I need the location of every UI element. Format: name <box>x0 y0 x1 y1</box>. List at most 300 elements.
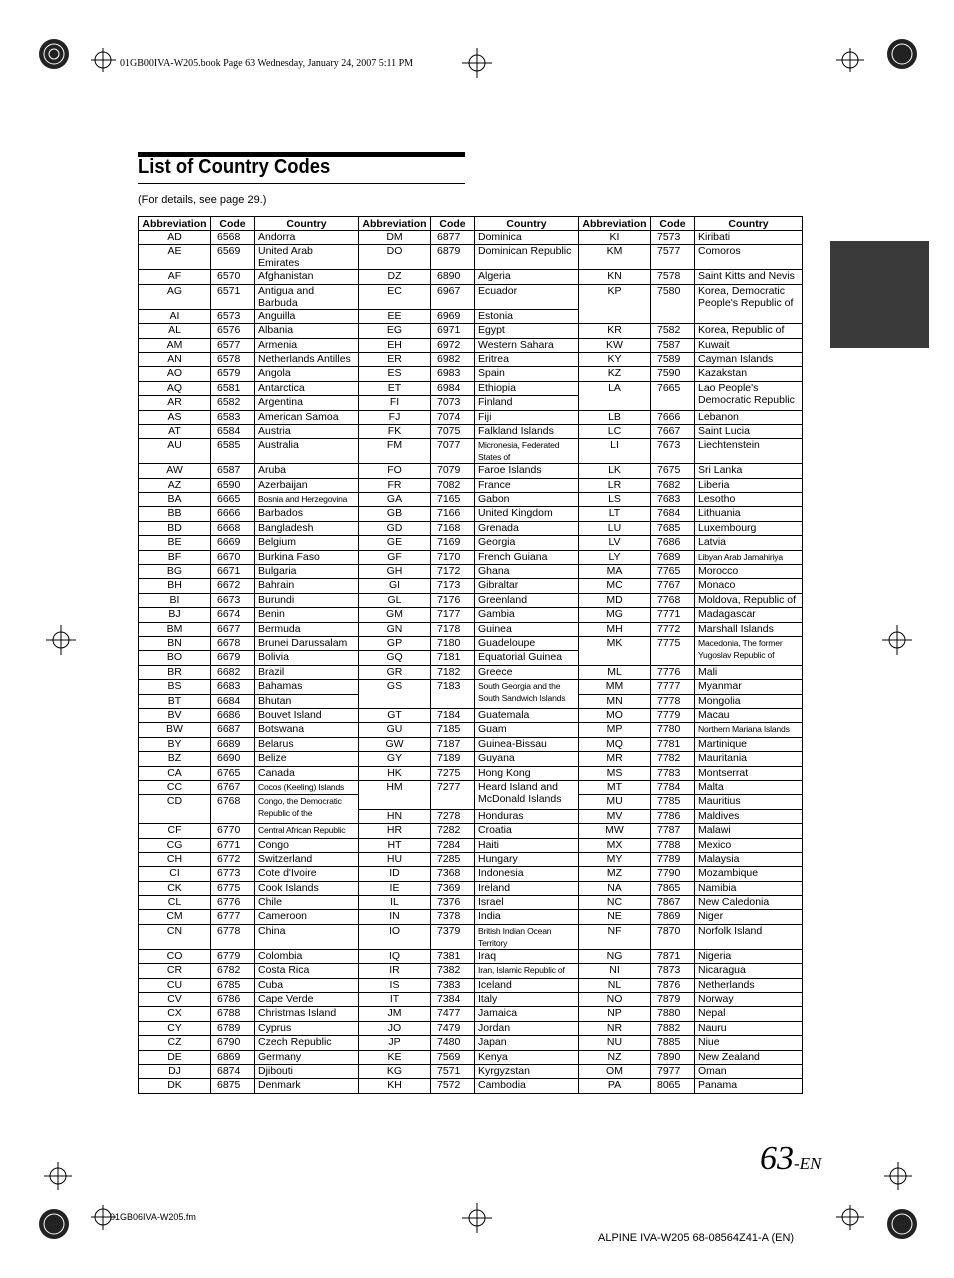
registration-mark-top-center <box>462 48 492 78</box>
abbreviation-cell: CR <box>139 964 211 978</box>
code-cell: 6877 <box>431 231 475 245</box>
code-cell: 7865 <box>651 881 695 895</box>
header-code: Code <box>431 217 475 231</box>
registration-mark-bottom-left <box>36 1160 116 1240</box>
abbreviation-cell: MQ <box>579 737 651 751</box>
abbreviation-cell: NL <box>579 978 651 992</box>
code-cell: 7075 <box>431 424 475 438</box>
footer-model-code: ALPINE IVA-W205 68-08564Z41-A (EN) <box>598 1232 795 1244</box>
code-cell: 6874 <box>211 1064 255 1078</box>
code-cell: 7772 <box>651 622 695 636</box>
abbreviation-cell: BM <box>139 622 211 636</box>
country-cell: Argentina <box>255 396 359 410</box>
abbreviation-cell: LY <box>579 550 651 564</box>
abbreviation-cell: KM <box>579 245 651 270</box>
abbreviation-cell: IE <box>359 881 431 895</box>
code-cell: 6984 <box>431 381 475 395</box>
abbreviation-cell: AT <box>139 424 211 438</box>
code-cell: 7667 <box>651 424 695 438</box>
code-cell: 7867 <box>651 896 695 910</box>
abbreviation-cell: HT <box>359 838 431 852</box>
code-cell: 6576 <box>211 324 255 338</box>
code-cell: 6782 <box>211 964 255 978</box>
code-cell: 7369 <box>431 881 475 895</box>
country-cell: Bangladesh <box>255 521 359 535</box>
country-cell: Aruba <box>255 464 359 478</box>
header-abbreviation: Abbreviation <box>139 217 211 231</box>
country-cell: Central African Republic <box>255 824 359 838</box>
code-cell: 7768 <box>651 593 695 607</box>
country-cell: Nicaragua <box>695 964 803 978</box>
abbreviation-cell: CU <box>139 978 211 992</box>
code-cell: 7170 <box>431 550 475 564</box>
country-cell: Austria <box>255 424 359 438</box>
abbreviation-cell: BA <box>139 493 211 507</box>
code-cell: 7176 <box>431 593 475 607</box>
code-cell: 7765 <box>651 565 695 579</box>
country-cell: Saint Kitts and Nevis <box>695 270 803 284</box>
country-cell: Benin <box>255 608 359 622</box>
abbreviation-cell: FM <box>359 439 431 464</box>
country-cell: Falkland Islands <box>475 424 579 438</box>
code-cell: 7781 <box>651 737 695 751</box>
country-cell: Netherlands <box>695 978 803 992</box>
code-cell: 6585 <box>211 439 255 464</box>
section-side-tab <box>830 241 929 348</box>
country-cell: Albania <box>255 324 359 338</box>
abbreviation-cell: EE <box>359 309 431 323</box>
table-row <box>139 964 803 978</box>
page-number-value: 63 <box>760 1140 794 1177</box>
code-cell: 6578 <box>211 352 255 366</box>
code-cell: 7165 <box>431 493 475 507</box>
country-cell: Egypt <box>475 324 579 338</box>
abbreviation-cell: LU <box>579 521 651 535</box>
country-cell: India <box>475 910 579 924</box>
code-cell: 6771 <box>211 838 255 852</box>
abbreviation-cell: HU <box>359 852 431 866</box>
abbreviation-cell: MW <box>579 824 651 838</box>
code-cell: 6786 <box>211 993 255 1007</box>
code-cell: 6776 <box>211 896 255 910</box>
abbreviation-cell: DO <box>359 245 431 270</box>
country-cell: Kuwait <box>695 338 803 352</box>
country-cell: Guyana <box>475 752 579 766</box>
country-cell: Korea, Republic of <box>695 324 803 338</box>
abbreviation-cell: DJ <box>139 1064 211 1078</box>
country-cell: Malta <box>695 780 803 794</box>
footer-file-name: 01GB06IVA-W205.fm <box>110 1212 196 1222</box>
country-cell: Morocco <box>695 565 803 579</box>
country-cell: Guam <box>475 723 579 737</box>
table-row <box>139 852 803 866</box>
code-cell: 7189 <box>431 752 475 766</box>
abbreviation-cell: GM <box>359 608 431 622</box>
country-cell: American Samoa <box>255 410 359 424</box>
abbreviation-cell: KY <box>579 352 651 366</box>
country-cell: Burkina Faso <box>255 550 359 564</box>
country-cell: Oman <box>695 1064 803 1078</box>
code-cell: 7784 <box>651 780 695 794</box>
table-row <box>139 949 803 963</box>
country-cell: Israel <box>475 896 579 910</box>
code-cell: 6590 <box>211 478 255 492</box>
country-cell: Myanmar <box>695 680 803 694</box>
country-cell: Costa Rica <box>255 964 359 978</box>
code-cell: 6687 <box>211 723 255 737</box>
abbreviation-cell: HK <box>359 766 431 780</box>
abbreviation-cell: CV <box>139 993 211 1007</box>
country-cell: Gambia <box>475 608 579 622</box>
code-cell: 6767 <box>211 780 255 794</box>
abbreviation-cell: BF <box>139 550 211 564</box>
country-cell: Malaysia <box>695 852 803 866</box>
table-row <box>139 723 803 737</box>
abbreviation-cell: FO <box>359 464 431 478</box>
abbreviation-cell: EH <box>359 338 431 352</box>
abbreviation-cell: GE <box>359 536 431 550</box>
abbreviation-cell: BG <box>139 565 211 579</box>
country-cell: Japan <box>475 1036 579 1050</box>
abbreviation-cell: MM <box>579 680 651 694</box>
table-row <box>139 780 803 794</box>
code-cell: 6577 <box>211 338 255 352</box>
table-row <box>139 324 803 338</box>
code-cell: 6775 <box>211 881 255 895</box>
table-row <box>139 338 803 352</box>
abbreviation-cell: KH <box>359 1079 431 1093</box>
code-cell: 8065 <box>651 1079 695 1093</box>
country-cell: Martinique <box>695 737 803 751</box>
code-cell: 7780 <box>651 723 695 737</box>
country-cell: Bahamas <box>255 680 359 694</box>
abbreviation-cell: GQ <box>359 651 431 665</box>
code-cell: 7282 <box>431 824 475 838</box>
code-cell: 7580 <box>651 284 695 323</box>
country-cell: Bosnia and Herzegovina <box>255 493 359 507</box>
country-cell: Gabon <box>475 493 579 507</box>
country-cell: Liechtenstein <box>695 439 803 464</box>
abbreviation-cell: AL <box>139 324 211 338</box>
country-cell: Mauritania <box>695 752 803 766</box>
table-row <box>139 737 803 751</box>
table-row <box>139 410 803 424</box>
country-cell: Azerbaijan <box>255 478 359 492</box>
code-cell: 6778 <box>211 924 255 949</box>
abbreviation-cell: LV <box>579 536 651 550</box>
code-cell: 6579 <box>211 367 255 381</box>
code-cell: 6789 <box>211 1021 255 1035</box>
abbreviation-cell: HR <box>359 824 431 838</box>
country-cell: Haiti <box>475 838 579 852</box>
table-row <box>139 708 803 722</box>
code-cell: 7977 <box>651 1064 695 1078</box>
abbreviation-cell: MR <box>579 752 651 766</box>
table-row <box>139 993 803 1007</box>
abbreviation-cell: LB <box>579 410 651 424</box>
code-cell: 7376 <box>431 896 475 910</box>
abbreviation-cell: CN <box>139 924 211 949</box>
abbreviation-cell: HN <box>359 809 431 823</box>
abbreviation-cell: FK <box>359 424 431 438</box>
country-cell: Equatorial Guinea <box>475 651 579 665</box>
table-row <box>139 565 803 579</box>
code-cell: 6665 <box>211 493 255 507</box>
table-header-row <box>139 217 803 231</box>
country-cell: Lithuania <box>695 507 803 521</box>
country-cell: Angola <box>255 367 359 381</box>
code-cell: 7479 <box>431 1021 475 1035</box>
country-cell: Czech Republic <box>255 1036 359 1050</box>
country-cell: Ethiopia <box>475 381 579 395</box>
abbreviation-cell: FI <box>359 396 431 410</box>
abbreviation-cell: AE <box>139 245 211 270</box>
abbreviation-cell: JM <box>359 1007 431 1021</box>
abbreviation-cell: BH <box>139 579 211 593</box>
abbreviation-cell: JO <box>359 1021 431 1035</box>
abbreviation-cell: MV <box>579 809 651 823</box>
country-cell: Greece <box>475 665 579 679</box>
country-cell: Marshall Islands <box>695 622 803 636</box>
code-cell: 7384 <box>431 993 475 1007</box>
abbreviation-cell: KR <box>579 324 651 338</box>
abbreviation-cell: CM <box>139 910 211 924</box>
code-cell: 6690 <box>211 752 255 766</box>
abbreviation-cell: AU <box>139 439 211 464</box>
country-cell: Armenia <box>255 338 359 352</box>
abbreviation-cell: DK <box>139 1079 211 1093</box>
header-code: Code <box>211 217 255 231</box>
country-cell: Moldova, Republic of <box>695 593 803 607</box>
code-cell: 7771 <box>651 608 695 622</box>
code-cell: 7166 <box>431 507 475 521</box>
code-cell: 6785 <box>211 978 255 992</box>
country-cell: Congo <box>255 838 359 852</box>
country-cell: Jordan <box>475 1021 579 1035</box>
abbreviation-cell: LA <box>579 381 651 410</box>
abbreviation-cell: GS <box>359 680 431 709</box>
code-cell: 6569 <box>211 245 255 270</box>
country-cell: Cameroon <box>255 910 359 924</box>
country-cell: France <box>475 478 579 492</box>
table-row <box>139 637 803 651</box>
table-row <box>139 910 803 924</box>
abbreviation-cell: NI <box>579 964 651 978</box>
country-cell: Heard Island and McDonald Islands <box>475 780 579 809</box>
code-cell: 7173 <box>431 579 475 593</box>
abbreviation-cell: NZ <box>579 1050 651 1064</box>
code-cell: 7183 <box>431 680 475 709</box>
country-cell: Chile <box>255 896 359 910</box>
table-row <box>139 881 803 895</box>
country-cell: Belarus <box>255 737 359 751</box>
abbreviation-cell: AD <box>139 231 211 245</box>
table-row <box>139 381 803 395</box>
code-cell: 7685 <box>651 521 695 535</box>
code-cell: 7873 <box>651 964 695 978</box>
abbreviation-cell: KP <box>579 284 651 323</box>
abbreviation-cell: KN <box>579 270 651 284</box>
code-cell: 7682 <box>651 478 695 492</box>
code-cell: 7284 <box>431 838 475 852</box>
code-cell: 6682 <box>211 665 255 679</box>
country-cell: Panama <box>695 1079 803 1093</box>
abbreviation-cell: IT <box>359 993 431 1007</box>
table-row <box>139 550 803 564</box>
abbreviation-cell: CC <box>139 780 211 794</box>
code-cell: 6768 <box>211 795 255 824</box>
abbreviation-cell: BD <box>139 521 211 535</box>
abbreviation-cell: AZ <box>139 478 211 492</box>
code-cell: 7180 <box>431 637 475 651</box>
code-cell: 6777 <box>211 910 255 924</box>
abbreviation-cell: BW <box>139 723 211 737</box>
code-cell: 7571 <box>431 1064 475 1078</box>
country-cell: Bahrain <box>255 579 359 593</box>
code-cell: 7383 <box>431 978 475 992</box>
code-cell: 6584 <box>211 424 255 438</box>
code-cell: 6581 <box>211 381 255 395</box>
code-cell: 7775 <box>651 637 695 666</box>
abbreviation-cell: GA <box>359 493 431 507</box>
code-cell: 7876 <box>651 978 695 992</box>
code-cell: 6674 <box>211 608 255 622</box>
country-cell: Madagascar <box>695 608 803 622</box>
code-cell: 6869 <box>211 1050 255 1064</box>
abbreviation-cell: LR <box>579 478 651 492</box>
country-cell: Lebanon <box>695 410 803 424</box>
code-cell: 7785 <box>651 795 695 809</box>
code-cell: 7782 <box>651 752 695 766</box>
abbreviation-cell: MG <box>579 608 651 622</box>
abbreviation-cell: DE <box>139 1050 211 1064</box>
code-cell: 7181 <box>431 651 475 665</box>
country-cell: Canada <box>255 766 359 780</box>
code-cell: 6679 <box>211 651 255 665</box>
code-cell: 6689 <box>211 737 255 751</box>
table-row <box>139 478 803 492</box>
code-cell: 7767 <box>651 579 695 593</box>
abbreviation-cell: DM <box>359 231 431 245</box>
abbreviation-cell: CZ <box>139 1036 211 1050</box>
code-cell: 7870 <box>651 924 695 949</box>
abbreviation-cell: CG <box>139 838 211 852</box>
abbreviation-cell: MC <box>579 579 651 593</box>
country-cell: Finland <box>475 396 579 410</box>
code-cell: 6684 <box>211 694 255 708</box>
country-cell: Congo, the Democratic Republic of the <box>255 795 359 824</box>
code-cell: 7783 <box>651 766 695 780</box>
abbreviation-cell: GB <box>359 507 431 521</box>
page-number <box>760 1140 821 1178</box>
registration-mark-top-right <box>836 36 920 76</box>
country-cell: Guinea-Bissau <box>475 737 579 751</box>
country-cell: Netherlands Antilles <box>255 352 359 366</box>
table-row <box>139 896 803 910</box>
country-cell: United Kingdom <box>475 507 579 521</box>
table-row <box>139 665 803 679</box>
header-country: Country <box>255 217 359 231</box>
country-cell: Belgium <box>255 536 359 550</box>
code-cell: 6890 <box>431 270 475 284</box>
country-cell: Djibouti <box>255 1064 359 1078</box>
code-cell: 7073 <box>431 396 475 410</box>
abbreviation-cell: BN <box>139 637 211 651</box>
abbreviation-cell: JP <box>359 1036 431 1050</box>
code-cell: 6971 <box>431 324 475 338</box>
country-cell: Australia <box>255 439 359 464</box>
abbreviation-cell: BV <box>139 708 211 722</box>
country-cell: Burundi <box>255 593 359 607</box>
code-cell: 6666 <box>211 507 255 521</box>
abbreviation-cell: KI <box>579 231 651 245</box>
abbreviation-cell: AR <box>139 396 211 410</box>
country-cell: Switzerland <box>255 852 359 866</box>
abbreviation-cell: AG <box>139 284 211 309</box>
country-cell: British Indian Ocean Territory <box>475 924 579 949</box>
country-cell: Mexico <box>695 838 803 852</box>
country-cell: Cote d'Ivoire <box>255 867 359 881</box>
country-cell: Niger <box>695 910 803 924</box>
country-cell: Belize <box>255 752 359 766</box>
abbreviation-cell: NU <box>579 1036 651 1050</box>
abbreviation-cell: MU <box>579 795 651 809</box>
header-country: Country <box>475 217 579 231</box>
abbreviation-cell: BB <box>139 507 211 521</box>
country-cell: Croatia <box>475 824 579 838</box>
code-cell: 7168 <box>431 521 475 535</box>
code-cell: 7079 <box>431 464 475 478</box>
table-row <box>139 439 803 464</box>
table-row <box>139 424 803 438</box>
abbreviation-cell: GY <box>359 752 431 766</box>
title-bottom-rule <box>138 183 465 184</box>
page-number-suffix: -EN <box>794 1154 822 1173</box>
country-cell: Kyrgyzstan <box>475 1064 579 1078</box>
book-header-line: 01GB00IVA-W205.book Page 63 Wednesday, January 24, 2007 5:11 PM <box>120 58 414 69</box>
abbreviation-cell: GL <box>359 593 431 607</box>
abbreviation-cell: CY <box>139 1021 211 1035</box>
abbreviation-cell: CF <box>139 824 211 838</box>
country-cell: Lesotho <box>695 493 803 507</box>
abbreviation-cell: IR <box>359 964 431 978</box>
code-cell: 7779 <box>651 708 695 722</box>
abbreviation-cell: MP <box>579 723 651 737</box>
abbreviation-cell: GH <box>359 565 431 579</box>
table-row <box>139 593 803 607</box>
table-row <box>139 1007 803 1021</box>
abbreviation-cell: MT <box>579 780 651 794</box>
country-cell: Iraq <box>475 949 579 963</box>
abbreviation-cell: ML <box>579 665 651 679</box>
abbreviation-cell: NC <box>579 896 651 910</box>
abbreviation-cell: BO <box>139 651 211 665</box>
code-cell: 7790 <box>651 867 695 881</box>
country-cell: Ghana <box>475 565 579 579</box>
country-cell: Nauru <box>695 1021 803 1035</box>
country-cell: New Zealand <box>695 1050 803 1064</box>
code-cell: 7787 <box>651 824 695 838</box>
code-cell: 6972 <box>431 338 475 352</box>
code-cell: 7871 <box>651 949 695 963</box>
code-cell: 6669 <box>211 536 255 550</box>
registration-mark-bottom-right <box>836 1160 920 1240</box>
abbreviation-cell: BE <box>139 536 211 550</box>
country-cell: Niue <box>695 1036 803 1050</box>
table-row <box>139 493 803 507</box>
code-cell: 7578 <box>651 270 695 284</box>
code-cell: 7686 <box>651 536 695 550</box>
